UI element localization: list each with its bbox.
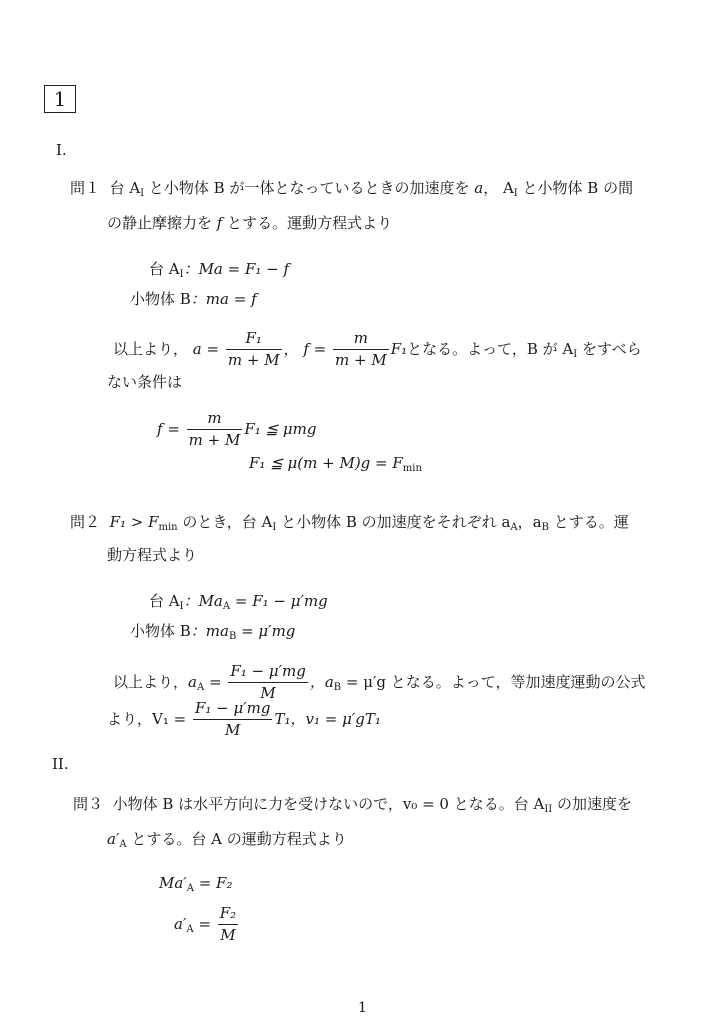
q3-line1: 問３ 小物体 B は水平方向に力を受けないので，v₀ = 0 となる。台 $A_{II}$ の加速度を — [73, 795, 633, 815]
q3-line2: $a'_A$ とする。台 A の運動方程式より — [107, 830, 347, 850]
q2-label: 問２ — [70, 513, 101, 531]
problem-number-box: 1 — [44, 85, 76, 113]
q1-equation-2: 小物体 B：ma = f — [130, 290, 257, 308]
q2-equation-2: 小物体 B：$ma_B = \mu'mg$ — [130, 622, 296, 642]
q2-velocity-line: より，V₁ = $\frac{\text{F₁ − μ′mg}}{M}$ T₁，v₁ = μ′gT₁ — [107, 699, 381, 740]
q3-equation-2: $a'_A$ = $\frac{\text{F₂}}{M}$ — [174, 904, 237, 945]
q1-fraction-condition: $\frac{m}{m + M}$ — [188, 409, 241, 450]
q1-fraction-a: $\frac{\text{F₁}}{m + M}$ — [227, 329, 280, 370]
q3-equation-1: $Ma'_A = F_2$ — [159, 874, 233, 894]
q2-result-line: 以上より，$a_A$ = $\frac{\text{F₁ − μ′mg}}{M}$ ，$a_B = \mu'g$ となる。よって，等加速度運動の公式 — [113, 662, 646, 703]
q2-fraction-aA: $\frac{\text{F₁ − μ′mg}}{M}$ — [230, 662, 306, 703]
q1-equation-1: 台 $A_I$：Ma = F₁ − f — [149, 260, 290, 280]
q1-condition-1: f = $\frac{m}{m + M}$ F₁ ≦ μmg — [157, 409, 317, 450]
q3-label: 問３ — [73, 795, 104, 813]
q2-fraction-velocity: $\frac{\text{F₁ − μ′mg}}{M}$ — [194, 699, 271, 740]
q1-result-line: 以上より， a = $\frac{\text{F₁}}{m + M}$ ， f = $\frac{m}{m + M}$ F₁となる。よって，B が $A_I$ をすべら — [113, 329, 642, 370]
q1-label: 問１ — [70, 179, 101, 197]
q1-fraction-f: $\frac{m}{m + M}$ — [335, 329, 387, 370]
q1-line1: 問１ 台 $A_I$ と小物体 B が一体となっているときの加速度を a， $A_I$ と小物体 B の間 — [70, 179, 634, 199]
q2-equation-1: 台 $A_I$：$Ma_A = F_1 - \mu'mg$ — [149, 592, 328, 612]
q1-line2: の静止摩擦力を f とする。運動方程式より — [107, 214, 393, 232]
q2-line1: 問２ $F_1 > F_{min}$ のとき，台 $A_I$ と小物体 B の加速度をそれぞれ $a_A$，$a_B$ とする。運 — [70, 513, 629, 533]
section-two-heading: II. — [52, 755, 69, 773]
section-one-heading: I. — [56, 141, 67, 159]
q2-line2: 動方程式より — [107, 546, 198, 564]
page-number: 1 — [358, 1000, 367, 1016]
q1-condition-2: F₁ ≦ $\mu(m + M)g = F_{min}$ — [249, 454, 422, 474]
q1-line-condition-intro: ない条件は — [107, 373, 183, 391]
q3-fraction-acceleration: $\frac{\text{F₂}}{M}$ — [219, 904, 237, 945]
